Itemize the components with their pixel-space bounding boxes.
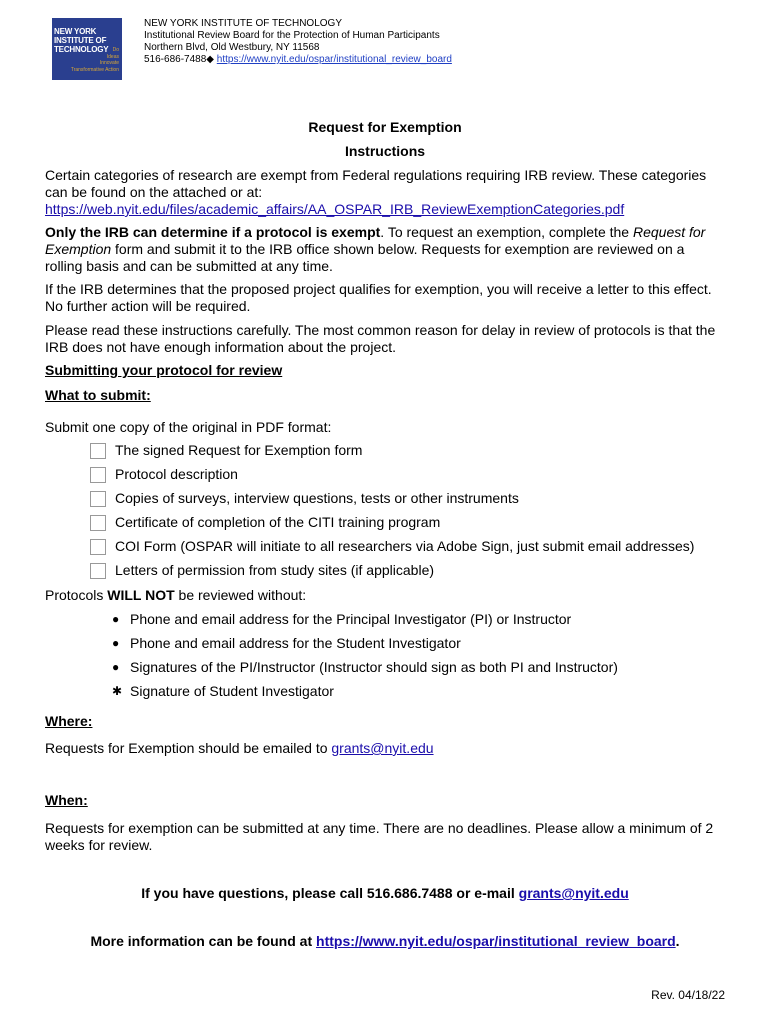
irb-website-link[interactable]: https://www.nyit.edu/ospar/institutional_review_board — [216, 54, 452, 65]
checkbox[interactable] — [90, 563, 106, 579]
checkbox[interactable] — [90, 515, 106, 531]
checklist-item: COI Form (OSPAR will initiate to all researchers via Adobe Sign, just submit email addresses) — [90, 538, 694, 555]
more-info-link[interactable]: https://www.nyit.edu/ospar/institutional_review_board — [316, 933, 676, 949]
board-name: Institutional Review Board for the Protection of Human Participants — [144, 30, 440, 41]
exemption-categories-link[interactable]: https://web.nyit.edu/files/academic_affairs/AA_OSPAR_IRB_ReviewExemptionCategories.pdf — [45, 201, 625, 217]
checklist-item: Certificate of completion of the CITI training program — [90, 514, 440, 531]
checkbox[interactable] — [90, 491, 106, 507]
requirement-item: ● Phone and email address for the Student Investigator — [112, 635, 461, 651]
document-title: Request for Exemption — [308, 119, 462, 135]
questions-email-link[interactable]: grants@nyit.edu — [518, 885, 629, 901]
intro-text: Certain categories of research are exempt from Federal regulations requiring IRB review. These categories can be found on the attached or at: — [45, 167, 707, 200]
separator-glyph: ◆ — [206, 54, 214, 65]
requirement-item: ● Phone and email address for the Principal Investigator (PI) or Instructor — [112, 611, 572, 627]
checklist-item: Letters of permission from study sites (if applicable) — [90, 562, 434, 579]
bullet-icon: ● — [112, 612, 120, 626]
checkbox[interactable] — [90, 467, 106, 483]
logo-tagline: Do Ideas Innovate Transformative Action — [70, 47, 119, 73]
letterhead — [144, 18, 452, 66]
checkbox[interactable] — [90, 539, 106, 555]
checklist-item: Copies of surveys, interview questions, tests or other instruments — [90, 490, 519, 507]
bullet-icon: ● — [112, 660, 120, 674]
checkbox[interactable] — [90, 443, 106, 459]
only-irb-bold: Only the IRB can determine if a protocol is exempt — [45, 224, 381, 240]
checklist-item: The signed Request for Exemption form — [90, 442, 362, 459]
revision-date: Rev. 04/18/22 — [651, 988, 725, 1002]
more-info-line: More information can be found at https://www.nyit.edu/ospar/institutional_review_board. — [90, 933, 680, 949]
grants-email-link[interactable]: grants@nyit.edu — [331, 740, 434, 756]
where-paragraph: Requests for Exemption should be emailed to grants@nyit.edu — [45, 740, 434, 756]
submitting-heading: Submitting your protocol for review — [45, 362, 283, 378]
address: Northern Blvd, Old Westbury, NY 11568 — [144, 42, 320, 53]
phone: 516-686-7488 — [144, 54, 207, 65]
only-irb-paragraph: Only the IRB can determine if a protocol is exempt. To request an exemption, complete the Request for Exemption form and submit it to the IRB office shown below. Requests for exemption are reviewed on a rolling basis and can be submitted at any time. — [45, 224, 706, 274]
nyit-logo — [52, 18, 122, 80]
requirement-item: ● Signatures of the PI/Instructor (Instructor should sign as both PI and Instructor) — [112, 659, 618, 675]
org-name: NEW YORK INSTITUTE OF TECHNOLOGY — [144, 18, 342, 29]
will-not-line: Protocols WILL NOT be reviewed without: — [45, 587, 307, 603]
questions-line: If you have questions, please call 516.686.7488 or e-mail grants@nyit.edu — [141, 885, 629, 901]
what-to-submit-heading: What to submit: — [45, 387, 151, 403]
when-paragraph: Requests for exemption can be submitted at any time. There are no deadlines. Please allow a minimum of 2 weeks for review. — [45, 820, 714, 853]
logo-title: NEW YORK INSTITUTE OF TECHNOLOGY — [54, 27, 109, 54]
requirement-item: ✱ Signature of Student Investigator — [112, 683, 334, 699]
form-name-italic: Request for Exemption — [45, 224, 706, 257]
intro-paragraph — [45, 167, 725, 218]
contact-line — [144, 54, 452, 66]
checklist-item: Protocol description — [90, 466, 238, 483]
bullet-icon: ● — [112, 636, 120, 650]
please-read-paragraph: Please read these instructions carefully. The most common reason for delay in review of protocols is that the IRB does not have enough information about the project. — [45, 322, 716, 355]
when-heading: When: — [45, 792, 88, 808]
bullet-icon: ✱ — [112, 684, 123, 698]
submit-intro: Submit one copy of the original in PDF format: — [45, 419, 332, 435]
where-heading: Where: — [45, 713, 93, 729]
instructions-heading: Instructions — [344, 143, 426, 159]
if-irb-paragraph: If the IRB determines that the proposed project qualifies for exemption, you will receive a letter to this effect. No further action will be required. — [45, 281, 712, 314]
